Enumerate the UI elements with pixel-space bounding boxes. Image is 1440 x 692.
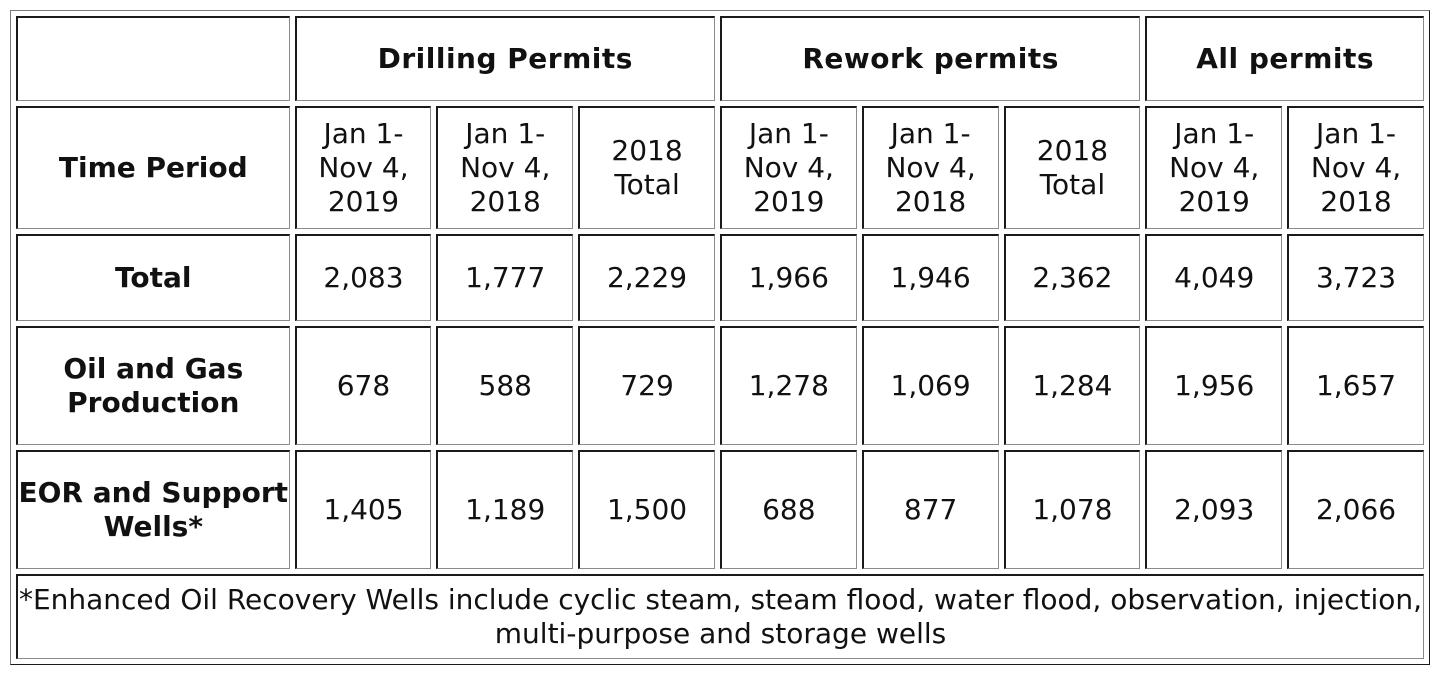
- value-cell: 1,189: [436, 450, 573, 569]
- table-row: [16, 326, 1424, 445]
- group-rework-permits: Rework permits: [720, 16, 1140, 101]
- value-cell: 588: [436, 326, 573, 445]
- value-cell: 1,405: [295, 450, 432, 569]
- group-header-row: [16, 16, 1424, 101]
- value-cell: 1,657: [1287, 326, 1424, 445]
- permits-table: [10, 10, 1430, 665]
- value-cell: 688: [720, 450, 857, 569]
- time-period-row: [16, 106, 1424, 229]
- value-cell: 1,777: [436, 234, 573, 321]
- footnote: *Enhanced Oil Recovery Wells include cyclic steam, steam flood, water flood, observation, injection, multi-purpose and storage wells: [16, 574, 1424, 659]
- row-label-time-period: Time Period: [16, 106, 290, 229]
- value-cell: 2,083: [295, 234, 432, 321]
- period-cell: Jan 1- Nov 4, 2018: [1287, 106, 1424, 229]
- period-cell: 2018 Total: [578, 106, 715, 229]
- table-row: [16, 450, 1424, 569]
- period-cell: Jan 1- Nov 4, 2019: [295, 106, 432, 229]
- row-label-eor: EOR and Support Wells*: [16, 450, 290, 569]
- value-cell: 1,078: [1004, 450, 1141, 569]
- value-cell: 4,049: [1145, 234, 1282, 321]
- value-cell: 729: [578, 326, 715, 445]
- row-label-total: Total: [16, 234, 290, 321]
- empty-corner-cell: [16, 16, 290, 101]
- value-cell: 1,946: [862, 234, 999, 321]
- group-drilling-permits: Drilling Permits: [295, 16, 715, 101]
- value-cell: 678: [295, 326, 432, 445]
- period-cell: Jan 1- Nov 4, 2019: [1145, 106, 1282, 229]
- value-cell: 1,069: [862, 326, 999, 445]
- value-cell: 877: [862, 450, 999, 569]
- value-cell: 1,278: [720, 326, 857, 445]
- period-cell: Jan 1- Nov 4, 2018: [862, 106, 999, 229]
- value-cell: 1,284: [1004, 326, 1141, 445]
- value-cell: 2,362: [1004, 234, 1141, 321]
- value-cell: 1,956: [1145, 326, 1282, 445]
- footnote-row: [16, 574, 1424, 659]
- value-cell: 1,500: [578, 450, 715, 569]
- table-row: [16, 234, 1424, 321]
- period-cell: 2018 Total: [1004, 106, 1141, 229]
- value-cell: 1,966: [720, 234, 857, 321]
- period-cell: Jan 1- Nov 4, 2018: [436, 106, 573, 229]
- value-cell: 2,066: [1287, 450, 1424, 569]
- period-cell: Jan 1- Nov 4, 2019: [720, 106, 857, 229]
- value-cell: 3,723: [1287, 234, 1424, 321]
- group-all-permits: All permits: [1145, 16, 1424, 101]
- permits-table-container: [10, 10, 1430, 665]
- value-cell: 2,093: [1145, 450, 1282, 569]
- row-label-oil-gas: Oil and Gas Production: [16, 326, 290, 445]
- value-cell: 2,229: [578, 234, 715, 321]
